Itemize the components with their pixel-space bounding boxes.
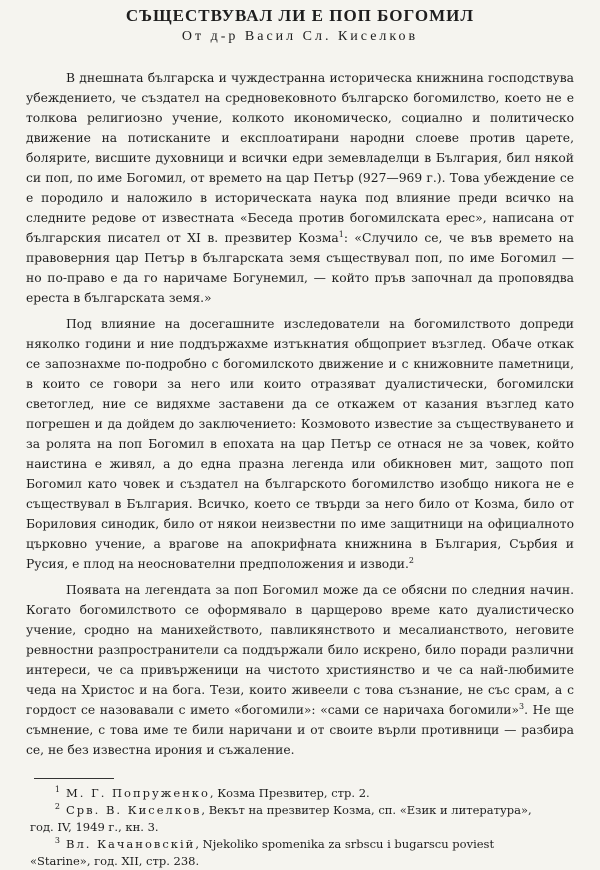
footnote-author: Вл. Качановскій	[66, 837, 196, 851]
paragraph-1	[26, 68, 574, 308]
paragraph-text: Под влияние на досегашните изследователи на богомилството допреди няколко години и ние поддържахме изтъкнатия общоприет възглед. Обаче откак се запознахме по-подробно с богомилското движение и с книжовните паметници, в които се говори за него или които отразяват дуалистически, богомилски светоглед, ние се видяхме заставени да се откажем от казания възглед като погрешен и да дойдем до заключението: Козмовото известие за съществуването и за ролята на поп Богомил в епохата на цар Петър се отнася не за човек, който наистина е живял, а до една празна легенда или обикновен мит, защото поп Богомил като човек и създател на българското богомилство изобщо никога не е съществувал в България. Всичко, което се твърди за него било от Козма, било от Бориловия синодик, било от някои неизвестни по име защитници на официалното църковно учение, а врагове на апокрифната книжнина в България, Сърбия и Русия, е плод на неоснователни предположения и изводи.	[26, 317, 574, 571]
paragraph-2	[26, 314, 574, 574]
paragraph-3	[26, 580, 574, 760]
article-author: От д-р Васил Сл. Киселков	[181, 29, 419, 44]
footnote-ref-2[interactable]: 2	[408, 555, 414, 565]
footnote-continuation: «Starine», год. XII, стр. 238.	[30, 854, 200, 868]
paragraph-text: В днешната българска и чуждестранна историческа книжнина господствува убеждението, че създател на средновековното българско богомилство, което не е толкова религиозно учение, колкото икономическо, социално и политическо движение на потисканите и експлоатирани народни слоеве против царете, болярите, висшите духовници и всички едри земевладелци в България, бил някой си поп, по име Богомил, от времето на цар Петър (927—969 г.). Това убеждение се е породило и наложило в историческата наука под влияние преди всичко на следните редове от известната «Беседа против богомилската ерес», написана от българския писател от XI в. презвитер Козма	[26, 71, 574, 245]
footnote-text: , Njekoliko spomenika za srbscu i bugarscu poviest	[195, 837, 495, 851]
footnote-2	[26, 802, 574, 836]
footnote-text: , Козма Презвитер, стр. 2.	[209, 786, 370, 800]
footnote-number: 3	[54, 836, 60, 846]
article-title: СЪЩЕСТВУВАЛ ЛИ Е ПОП БОГОМИЛ	[125, 6, 475, 25]
footnote-1	[26, 785, 574, 802]
footnote-text: , Векът на презвитер Козма, сп. «Език и литература»,	[201, 803, 532, 817]
footnote-author: Срв. В. Киселков	[66, 803, 202, 817]
footnote-number: 2	[54, 802, 60, 812]
paragraph-text: Появата на легендата за поп Богомил може да се обясни по следния начин. Когато богомилството се оформявало в царщерово време като дуалистическо учение, сродно на манихейството, павликянството и месалианството, неговите ревностни разпространители са поддържали било искрено, било поради различни интереси, че са привърженици на чистото християнство и че са най-любимите чеда на Христос и на бога. Тези, които живеели с това съзнание, не със срам, а с гордост се назовавали с името «богомили»: «сами се наричаха богомили»	[26, 583, 574, 717]
footnote-divider	[34, 778, 114, 779]
footnote-continuation: год. IV, 1949 г., кн. 3.	[30, 820, 159, 834]
footnote-ref-1[interactable]: 1	[338, 229, 344, 239]
footnote-number: 1	[54, 785, 60, 795]
footnote-author: М. Г. Попруженко	[66, 786, 210, 800]
footnote-3	[26, 836, 574, 870]
paragraph-tail: : «Случило се, че във времето на правоверния цар Петър в българската земя съществувал поп, по име Богомил — но по-право е да го наричаме Богунемил, — който пръв започнал да проповядва ереста в българската земя.»	[26, 231, 574, 305]
footnote-ref-3[interactable]: 3	[519, 701, 525, 711]
paragraph-tail: . Не ще съмнение, с това име те били наричани и от своите върли противници — разбира се, не без известна ирония и съжаление.	[26, 703, 574, 757]
